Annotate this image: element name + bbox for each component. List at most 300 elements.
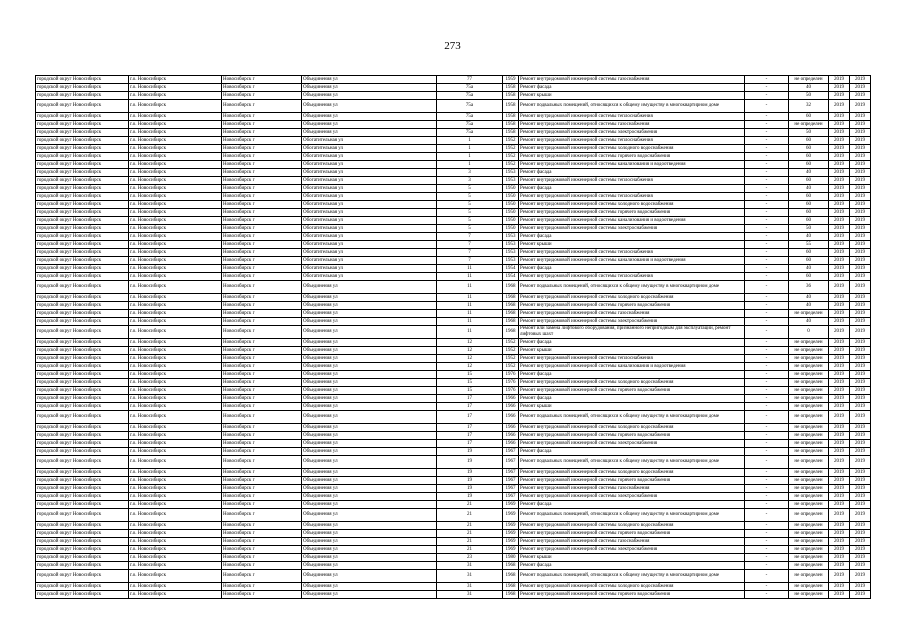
- table-row: [36, 121, 871, 129]
- year-start-cell: 2019: [829, 294, 850, 302]
- dash-cell: -: [745, 440, 789, 448]
- city-district-cell: г.о. Новосибирск: [129, 347, 222, 355]
- municipality-cell: городской округ Новосибирск: [36, 265, 129, 273]
- house-number-cell: 1: [437, 161, 503, 169]
- dash-cell: -: [745, 273, 789, 281]
- locality-cell: Новосибирск г: [222, 121, 302, 129]
- municipality-cell: городской округ Новосибирск: [36, 193, 129, 201]
- work-type-cell: Ремонт внутридомовой инженерной системы холодного водоснабжения: [519, 583, 745, 591]
- build-year-cell: 1958: [503, 121, 519, 129]
- dash-cell: -: [745, 281, 789, 294]
- house-number-cell: 12: [437, 363, 503, 371]
- table-row: [36, 137, 871, 145]
- street-cell: Объединения ул: [302, 440, 437, 448]
- city-district-cell: г.о. Новосибирск: [129, 403, 222, 411]
- year-end-cell: 2019: [850, 121, 871, 129]
- table-row: [36, 217, 871, 225]
- table-row: [36, 546, 871, 554]
- value-cell: 0: [789, 326, 829, 339]
- city-district-cell: г.о. Новосибирск: [129, 546, 222, 554]
- street-cell: Объединения ул: [302, 76, 437, 84]
- house-number-cell: 31: [437, 583, 503, 591]
- build-year-cell: 1950: [503, 217, 519, 225]
- value-cell: не определен: [789, 387, 829, 395]
- street-cell: Обогатительная ул: [302, 193, 437, 201]
- value-cell: не определен: [789, 379, 829, 387]
- municipality-cell: городской округ Новосибирск: [36, 583, 129, 591]
- table-row: [36, 265, 871, 273]
- build-year-cell: 1967: [503, 456, 519, 469]
- municipality-cell: городской округ Новосибирск: [36, 273, 129, 281]
- street-cell: Объединения ул: [302, 562, 437, 570]
- build-year-cell: 1952: [503, 161, 519, 169]
- municipality-cell: городской округ Новосибирск: [36, 379, 129, 387]
- city-district-cell: г.о. Новосибирск: [129, 84, 222, 92]
- year-end-cell: 2019: [850, 193, 871, 201]
- municipality-cell: городской округ Новосибирск: [36, 233, 129, 241]
- build-year-cell: 1967: [503, 493, 519, 501]
- dash-cell: -: [745, 249, 789, 257]
- value-cell: не определен: [789, 469, 829, 477]
- city-district-cell: г.о. Новосибирск: [129, 477, 222, 485]
- dash-cell: -: [745, 137, 789, 145]
- value-cell: не определен: [789, 485, 829, 493]
- year-end-cell: 2019: [850, 318, 871, 326]
- value-cell: 60: [789, 137, 829, 145]
- table-row: [36, 129, 871, 137]
- year-end-cell: 2019: [850, 145, 871, 153]
- locality-cell: Новосибирск г: [222, 201, 302, 209]
- locality-cell: Новосибирск г: [222, 554, 302, 562]
- value-cell: не определен: [789, 403, 829, 411]
- city-district-cell: г.о. Новосибирск: [129, 363, 222, 371]
- dash-cell: -: [745, 225, 789, 233]
- city-district-cell: г.о. Новосибирск: [129, 201, 222, 209]
- city-district-cell: г.о. Новосибирск: [129, 153, 222, 161]
- street-cell: Объединения ул: [302, 485, 437, 493]
- dash-cell: -: [745, 583, 789, 591]
- municipality-cell: городской округ Новосибирск: [36, 493, 129, 501]
- street-cell: Обогатительная ул: [302, 201, 437, 209]
- street-cell: Объединения ул: [302, 424, 437, 432]
- build-year-cell: 1969: [503, 538, 519, 546]
- work-type-cell: Ремонт фасада: [519, 169, 745, 177]
- street-cell: Объединения ул: [302, 546, 437, 554]
- locality-cell: Новосибирск г: [222, 265, 302, 273]
- build-year-cell: 1952: [503, 137, 519, 145]
- street-cell: Объединения ул: [302, 129, 437, 137]
- locality-cell: Новосибирск г: [222, 209, 302, 217]
- year-start-cell: 2019: [829, 387, 850, 395]
- work-type-cell: Ремонт внутридомовой инженерной системы электроснабжения: [519, 440, 745, 448]
- build-year-cell: 1953: [503, 241, 519, 249]
- year-end-cell: 2019: [850, 371, 871, 379]
- dash-cell: -: [745, 387, 789, 395]
- build-year-cell: 1966: [503, 411, 519, 424]
- house-number-cell: 19: [437, 456, 503, 469]
- locality-cell: Новосибирск г: [222, 257, 302, 265]
- locality-cell: Новосибирск г: [222, 225, 302, 233]
- dash-cell: -: [745, 161, 789, 169]
- build-year-cell: 1950: [503, 201, 519, 209]
- value-cell: 60: [789, 177, 829, 185]
- table-row: [36, 432, 871, 440]
- table-row: [36, 355, 871, 363]
- street-cell: Обогатительная ул: [302, 145, 437, 153]
- locality-cell: Новосибирск г: [222, 339, 302, 347]
- build-year-cell: 1952: [503, 145, 519, 153]
- dash-cell: -: [745, 538, 789, 546]
- table-row: [36, 145, 871, 153]
- value-cell: не определен: [789, 121, 829, 129]
- build-year-cell: 1954: [503, 273, 519, 281]
- build-year-cell: 1952: [503, 355, 519, 363]
- municipality-cell: городской округ Новосибирск: [36, 92, 129, 100]
- build-year-cell: 1950: [503, 185, 519, 193]
- house-number-cell: 31: [437, 562, 503, 570]
- house-number-cell: 75а: [437, 100, 503, 113]
- dash-cell: -: [745, 92, 789, 100]
- value-cell: 60: [789, 209, 829, 217]
- dash-cell: -: [745, 485, 789, 493]
- locality-cell: Новосибирск г: [222, 169, 302, 177]
- build-year-cell: 1968: [503, 302, 519, 310]
- year-end-cell: 2019: [850, 485, 871, 493]
- build-year-cell: 1958: [503, 84, 519, 92]
- year-end-cell: 2019: [850, 379, 871, 387]
- house-number-cell: 5: [437, 193, 503, 201]
- dash-cell: -: [745, 355, 789, 363]
- street-cell: Обогатительная ул: [302, 153, 437, 161]
- build-year-cell: 1952: [503, 363, 519, 371]
- work-type-cell: Ремонт подвальных помещений, относящихся к общему имуществу в многоквартирном доме: [519, 100, 745, 113]
- locality-cell: Новосибирск г: [222, 485, 302, 493]
- value-cell: 60: [789, 201, 829, 209]
- year-start-cell: 2019: [829, 161, 850, 169]
- value-cell: 40: [789, 185, 829, 193]
- house-number-cell: 75а: [437, 84, 503, 92]
- municipality-cell: городской округ Новосибирск: [36, 185, 129, 193]
- locality-cell: Новосибирск г: [222, 113, 302, 121]
- value-cell: не определен: [789, 76, 829, 84]
- city-district-cell: г.о. Новосибирск: [129, 294, 222, 302]
- year-start-cell: 2019: [829, 477, 850, 485]
- work-type-cell: Ремонт внутридомовой инженерной системы горячего водоснабжения: [519, 591, 745, 599]
- work-type-cell: Ремонт крыши: [519, 403, 745, 411]
- year-end-cell: 2019: [850, 161, 871, 169]
- city-district-cell: г.о. Новосибирск: [129, 570, 222, 583]
- year-end-cell: 2019: [850, 92, 871, 100]
- street-cell: Обогатительная ул: [302, 257, 437, 265]
- house-number-cell: 15: [437, 379, 503, 387]
- locality-cell: Новосибирск г: [222, 310, 302, 318]
- street-cell: Объединения ул: [302, 310, 437, 318]
- dash-cell: -: [745, 318, 789, 326]
- city-district-cell: г.о. Новосибирск: [129, 538, 222, 546]
- work-type-cell: Ремонт внутридомовой инженерной системы газоснабжения: [519, 121, 745, 129]
- table-row: [36, 257, 871, 265]
- year-start-cell: 2019: [829, 522, 850, 530]
- work-type-cell: Ремонт внутридомовой инженерной системы холодного водоснабжения: [519, 469, 745, 477]
- street-cell: Объединения ул: [302, 294, 437, 302]
- locality-cell: Новосибирск г: [222, 100, 302, 113]
- street-cell: Объединения ул: [302, 395, 437, 403]
- build-year-cell: 1969: [503, 530, 519, 538]
- year-start-cell: 2019: [829, 363, 850, 371]
- municipality-cell: городской округ Новосибирск: [36, 387, 129, 395]
- work-type-cell: Ремонт фасада: [519, 339, 745, 347]
- house-number-cell: 7: [437, 249, 503, 257]
- house-number-cell: 7: [437, 241, 503, 249]
- house-number-cell: 11: [437, 302, 503, 310]
- city-district-cell: г.о. Новосибирск: [129, 379, 222, 387]
- street-cell: Обогатительная ул: [302, 161, 437, 169]
- locality-cell: Новосибирск г: [222, 440, 302, 448]
- table-body: [36, 76, 871, 599]
- house-number-cell: 1: [437, 137, 503, 145]
- year-end-cell: 2019: [850, 509, 871, 522]
- dash-cell: -: [745, 169, 789, 177]
- table-row: [36, 92, 871, 100]
- table-row: [36, 169, 871, 177]
- house-number-cell: 12: [437, 355, 503, 363]
- year-end-cell: 2019: [850, 411, 871, 424]
- build-year-cell: 1976: [503, 371, 519, 379]
- work-type-cell: Ремонт внутридомовой инженерной системы горячего водоснабжения: [519, 302, 745, 310]
- table-row: [36, 241, 871, 249]
- house-number-cell: 31: [437, 591, 503, 599]
- value-cell: не определен: [789, 570, 829, 583]
- street-cell: Объединения ул: [302, 84, 437, 92]
- work-type-cell: Ремонт внутридомовой инженерной системы теплоснабжения: [519, 249, 745, 257]
- build-year-cell: 1953: [503, 257, 519, 265]
- value-cell: 50: [789, 129, 829, 137]
- house-number-cell: 19: [437, 493, 503, 501]
- house-number-cell: 11: [437, 294, 503, 302]
- street-cell: Обогатительная ул: [302, 241, 437, 249]
- city-district-cell: г.о. Новосибирск: [129, 100, 222, 113]
- street-cell: Обогатительная ул: [302, 177, 437, 185]
- municipality-cell: городской округ Новосибирск: [36, 546, 129, 554]
- build-year-cell: 1950: [503, 225, 519, 233]
- table-row: [36, 448, 871, 456]
- year-start-cell: 2019: [829, 456, 850, 469]
- table-row: [36, 113, 871, 121]
- house-number-cell: 11: [437, 318, 503, 326]
- year-start-cell: 2019: [829, 257, 850, 265]
- city-district-cell: г.о. Новосибирск: [129, 432, 222, 440]
- street-cell: Объединения ул: [302, 583, 437, 591]
- city-district-cell: г.о. Новосибирск: [129, 281, 222, 294]
- value-cell: 40: [789, 233, 829, 241]
- year-end-cell: 2019: [850, 153, 871, 161]
- value-cell: не определен: [789, 395, 829, 403]
- value-cell: 60: [789, 273, 829, 281]
- work-type-cell: Ремонт фасада: [519, 448, 745, 456]
- municipality-cell: городской округ Новосибирск: [36, 76, 129, 84]
- value-cell: 40: [789, 265, 829, 273]
- build-year-cell: 1969: [503, 546, 519, 554]
- municipality-cell: городской округ Новосибирск: [36, 257, 129, 265]
- city-district-cell: г.о. Новосибирск: [129, 339, 222, 347]
- locality-cell: Новосибирск г: [222, 570, 302, 583]
- value-cell: не определен: [789, 440, 829, 448]
- locality-cell: Новосибирск г: [222, 591, 302, 599]
- locality-cell: Новосибирск г: [222, 161, 302, 169]
- table-row: [36, 318, 871, 326]
- table-row: [36, 249, 871, 257]
- locality-cell: Новосибирск г: [222, 153, 302, 161]
- municipality-cell: городской округ Новосибирск: [36, 562, 129, 570]
- work-type-cell: Ремонт внутридомовой инженерной системы теплоснабжения: [519, 193, 745, 201]
- municipality-cell: городской округ Новосибирск: [36, 161, 129, 169]
- year-start-cell: 2019: [829, 530, 850, 538]
- dash-cell: -: [745, 411, 789, 424]
- year-start-cell: 2019: [829, 92, 850, 100]
- house-number-cell: 75а: [437, 129, 503, 137]
- dash-cell: -: [745, 493, 789, 501]
- city-district-cell: г.о. Новосибирск: [129, 241, 222, 249]
- dash-cell: -: [745, 185, 789, 193]
- house-number-cell: 15: [437, 387, 503, 395]
- year-end-cell: 2019: [850, 546, 871, 554]
- build-year-cell: 1968: [503, 562, 519, 570]
- street-cell: Обогатительная ул: [302, 249, 437, 257]
- municipality-cell: городской округ Новосибирск: [36, 310, 129, 318]
- street-cell: Объединения ул: [302, 538, 437, 546]
- city-district-cell: г.о. Новосибирск: [129, 411, 222, 424]
- year-end-cell: 2019: [850, 432, 871, 440]
- value-cell: не определен: [789, 583, 829, 591]
- work-type-cell: Ремонт внутридомовой инженерной системы газоснабжения: [519, 310, 745, 318]
- locality-cell: Новосибирск г: [222, 326, 302, 339]
- year-start-cell: 2019: [829, 233, 850, 241]
- work-type-cell: Ремонт фасада: [519, 265, 745, 273]
- municipality-cell: городской округ Новосибирск: [36, 209, 129, 217]
- work-type-cell: Ремонт подвальных помещений, относящихся к общему имуществу в многоквартирном доме: [519, 281, 745, 294]
- house-number-cell: 12: [437, 347, 503, 355]
- street-cell: Обогатительная ул: [302, 169, 437, 177]
- street-cell: Обогатительная ул: [302, 137, 437, 145]
- value-cell: 55: [789, 241, 829, 249]
- locality-cell: Новосибирск г: [222, 217, 302, 225]
- table-row: [36, 326, 871, 339]
- value-cell: не определен: [789, 363, 829, 371]
- municipality-cell: городской округ Новосибирск: [36, 249, 129, 257]
- build-year-cell: 1966: [503, 440, 519, 448]
- locality-cell: Новосибирск г: [222, 294, 302, 302]
- municipality-cell: городской округ Новосибирск: [36, 538, 129, 546]
- locality-cell: Новосибирск г: [222, 84, 302, 92]
- work-type-cell: Ремонт крыши: [519, 347, 745, 355]
- work-type-cell: Ремонт внутридомовой инженерной системы теплоснабжения: [519, 113, 745, 121]
- build-year-cell: 1968: [503, 318, 519, 326]
- table-row: [36, 493, 871, 501]
- table-row: [36, 339, 871, 347]
- build-year-cell: 1959: [503, 76, 519, 84]
- house-number-cell: 1: [437, 153, 503, 161]
- locality-cell: Новосибирск г: [222, 145, 302, 153]
- work-type-cell: Ремонт фасада: [519, 562, 745, 570]
- house-number-cell: 11: [437, 273, 503, 281]
- year-end-cell: 2019: [850, 177, 871, 185]
- locality-cell: Новосибирск г: [222, 493, 302, 501]
- year-end-cell: 2019: [850, 562, 871, 570]
- build-year-cell: 1976: [503, 387, 519, 395]
- table-row: [36, 76, 871, 84]
- street-cell: Объединения ул: [302, 100, 437, 113]
- municipality-cell: городской округ Новосибирск: [36, 501, 129, 509]
- build-year-cell: 1953: [503, 177, 519, 185]
- dash-cell: -: [745, 363, 789, 371]
- locality-cell: Новосибирск г: [222, 546, 302, 554]
- table-row: [36, 153, 871, 161]
- street-cell: Объединения ул: [302, 363, 437, 371]
- year-start-cell: 2019: [829, 432, 850, 440]
- street-cell: Обогатительная ул: [302, 217, 437, 225]
- city-district-cell: г.о. Новосибирск: [129, 387, 222, 395]
- build-year-cell: 1952: [503, 347, 519, 355]
- municipality-cell: городской округ Новосибирск: [36, 100, 129, 113]
- value-cell: 60: [789, 161, 829, 169]
- street-cell: Объединения ул: [302, 448, 437, 456]
- build-year-cell: 1958: [503, 113, 519, 121]
- locality-cell: Новосибирск г: [222, 403, 302, 411]
- table-row: [36, 477, 871, 485]
- value-cell: не определен: [789, 477, 829, 485]
- value-cell: не определен: [789, 538, 829, 546]
- year-start-cell: 2019: [829, 241, 850, 249]
- build-year-cell: 1968: [503, 583, 519, 591]
- value-cell: не определен: [789, 310, 829, 318]
- value-cell: не определен: [789, 448, 829, 456]
- city-district-cell: г.о. Новосибирск: [129, 448, 222, 456]
- year-end-cell: 2019: [850, 530, 871, 538]
- year-start-cell: 2019: [829, 546, 850, 554]
- house-number-cell: 19: [437, 477, 503, 485]
- dash-cell: -: [745, 501, 789, 509]
- year-end-cell: 2019: [850, 100, 871, 113]
- year-end-cell: 2019: [850, 241, 871, 249]
- street-cell: Объединения ул: [302, 121, 437, 129]
- municipality-cell: городской округ Новосибирск: [36, 424, 129, 432]
- year-end-cell: 2019: [850, 169, 871, 177]
- dash-cell: -: [745, 233, 789, 241]
- locality-cell: Новосибирск г: [222, 185, 302, 193]
- house-number-cell: 19: [437, 485, 503, 493]
- year-end-cell: 2019: [850, 554, 871, 562]
- city-district-cell: г.о. Новосибирск: [129, 501, 222, 509]
- work-type-cell: Ремонт фасада: [519, 185, 745, 193]
- city-district-cell: г.о. Новосибирск: [129, 302, 222, 310]
- work-type-cell: Ремонт внутридомовой инженерной системы теплоснабжения: [519, 137, 745, 145]
- value-cell: не определен: [789, 456, 829, 469]
- city-district-cell: г.о. Новосибирск: [129, 193, 222, 201]
- city-district-cell: г.о. Новосибирск: [129, 493, 222, 501]
- value-cell: не определен: [789, 493, 829, 501]
- locality-cell: Новосибирск г: [222, 469, 302, 477]
- value-cell: 50: [789, 92, 829, 100]
- year-end-cell: 2019: [850, 185, 871, 193]
- year-start-cell: 2019: [829, 440, 850, 448]
- street-cell: Объединения ул: [302, 371, 437, 379]
- build-year-cell: 1966: [503, 424, 519, 432]
- municipality-cell: городской округ Новосибирск: [36, 395, 129, 403]
- build-year-cell: 1968: [503, 570, 519, 583]
- locality-cell: Новосибирск г: [222, 363, 302, 371]
- municipality-cell: городской округ Новосибирск: [36, 363, 129, 371]
- house-number-cell: 17: [437, 424, 503, 432]
